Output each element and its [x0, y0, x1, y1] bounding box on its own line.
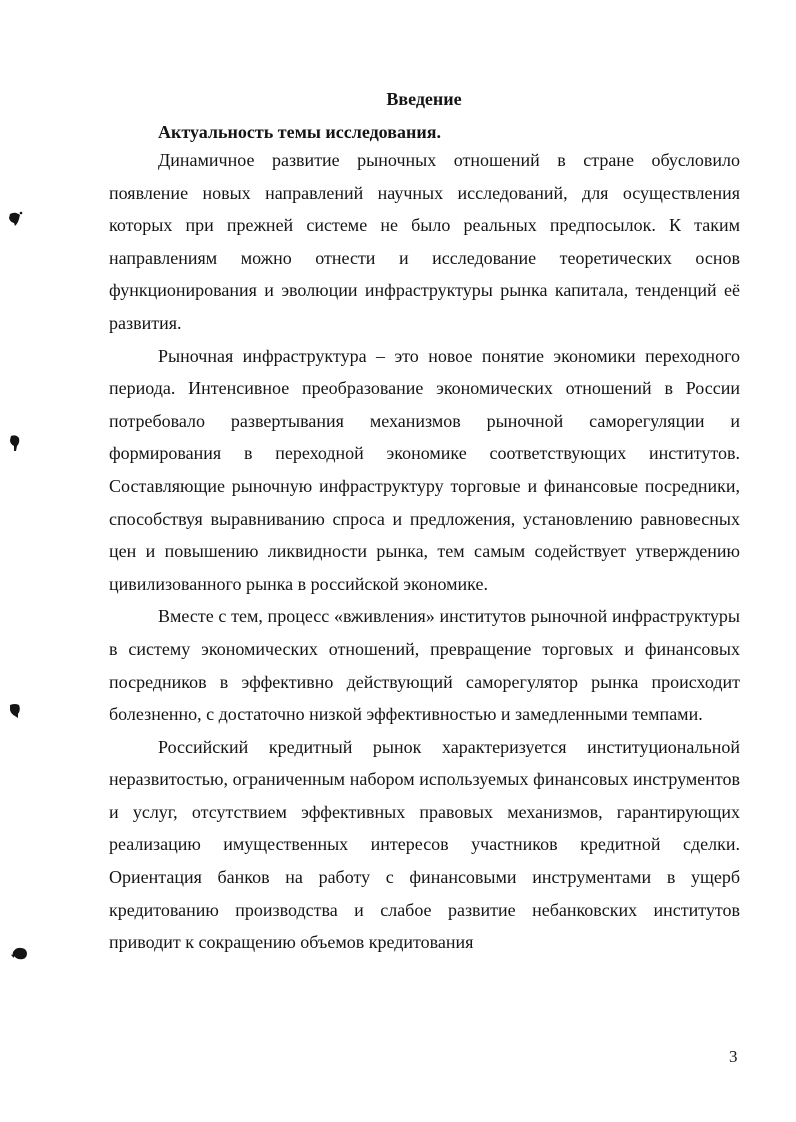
paragraph: Российский кредитный рынок характеризуется институциональной неразвитостью, ограниченным набором используемых финансовых инструментов и услуг, отсутствием эффективных правовых механизмов, гарантирующих реализацию имущественных интересов участников кредитной сделки. Ориентация банков на работу с финансовыми инструментами в ущерб кредитованию производства и слабое развитие небанковских институтов приводит к сокращению объемов кредитования	[109, 736, 740, 953]
body-text	[109, 144, 740, 959]
binding-hole-mark-icon	[6, 210, 24, 230]
subsection-heading: Актуальность темы исследования.	[158, 122, 441, 142]
page-number: 3	[729, 1047, 738, 1066]
binding-hole-mark-icon	[10, 944, 30, 964]
section-heading: Введение	[386, 89, 462, 109]
paragraph: Рыночная инфраструктура – это новое понятие экономики переходного периода. Интенсивное преобразование экономических отношений в России потребовало развертывания механизмов рыночной саморегуляции и формирования в переходной экономике соответствующих институтов. Составляющие рыночную инфраструктуру торговые и финансовые посредники, способствуя выравниванию спроса и предложения, установлению равновесных цен и повышению ликвидности рынка, тем самым содействует утверждению цивилизованного рынка в российской экономике.	[109, 345, 740, 594]
binding-hole-mark-icon	[6, 433, 24, 453]
paragraph: Динамичное развитие рыночных отношений в стране обусловило появление новых направлений научных исследований, для осуществления которых при прежней системе не было реальных предпосылок. К таким направлениям можно отнести и исследование теоретических основ функционирования и эволюции инфраструктуры рынка капитала, тенденций её развития.	[109, 150, 740, 333]
paragraph: Вместе с тем, процесс «вживления» институтов рыночной инфраструктуры в систему экономических отношений, превращение торговых и финансовых посредников в эффективно действующий саморегулятор рынка происходит болезненно, с достаточно низкой эффективностью и замедленными темпами.	[109, 606, 740, 725]
binding-hole-mark-icon	[6, 701, 24, 721]
